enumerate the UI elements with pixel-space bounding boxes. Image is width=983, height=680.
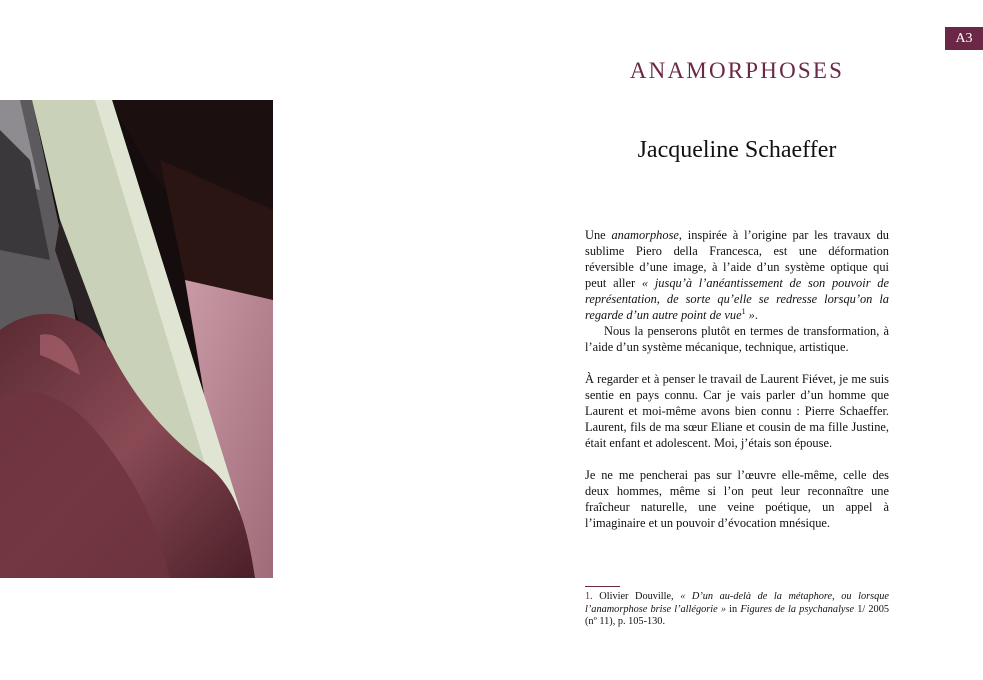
section-title: ANAMORPHOSES [629,58,845,83]
footnote-divider [585,586,620,587]
quote-end: » [745,308,755,322]
text: . [754,308,758,322]
author-name: Jacqueline Schaeffer [637,137,837,163]
paragraph-1 [585,227,889,323]
italic-term: anamorphose [611,228,679,242]
footnote-title: « D’un au-delà de la métaphore, ou lorsque l’anamorphose brise l’allégorie » [585,591,889,615]
page-number-badge: A3 [945,27,983,50]
footnote-journal: Figures de la psychanalyse [740,603,855,615]
paragraph-3: À regarder et à penser le travail de Laurent Fiévet, je me suis sentie en pays connu. Car je vais parler d’un homme que Laurent et moi-même avons bien connu : Pierre Schaeffer. Laurent, fils de ma sœur Eliane et cousin de ma fille Justine, était enfant et adolescent. Moi, j’étais son épouse. [585,372,889,450]
paragraph-4: Je ne me pencherai pas sur l’œuvre elle-même, celle des deux hommes, même si l’on peut leur reconnaître une fraîcheur naturelle, une veine poétique, un appel à l’imaginaire et un pouvoir d’évocation mnésique. [585,468,889,530]
film-still-image [0,100,273,578]
text: in [726,603,741,615]
article-body [585,227,889,531]
text: Une [585,228,612,242]
footnote-number: 1. [585,591,593,602]
footnote [585,591,889,629]
text: 1/ 2005 (nº 11), p. 105-130. [585,603,889,627]
paragraph-2: Nous la penserons plutôt en termes de transformation, à l’aide d’un système mécanique, technique, artistique. [585,324,889,354]
footnote-ref[interactable]: 1 [741,306,746,316]
quote: « jusqu’à l’anéantissement de son pouvoir de représentation, de sorte qu’elle se redresse lorsqu’on la regarde d’un autre point de vue [585,276,889,322]
text: , inspirée à l’origine par les travaux du sublime Piero della Francesca, est une déformation réversible d’une image, à l’aide d’un système optique qui peut aller [585,228,889,290]
text: Olivier Douville, [592,591,681,602]
